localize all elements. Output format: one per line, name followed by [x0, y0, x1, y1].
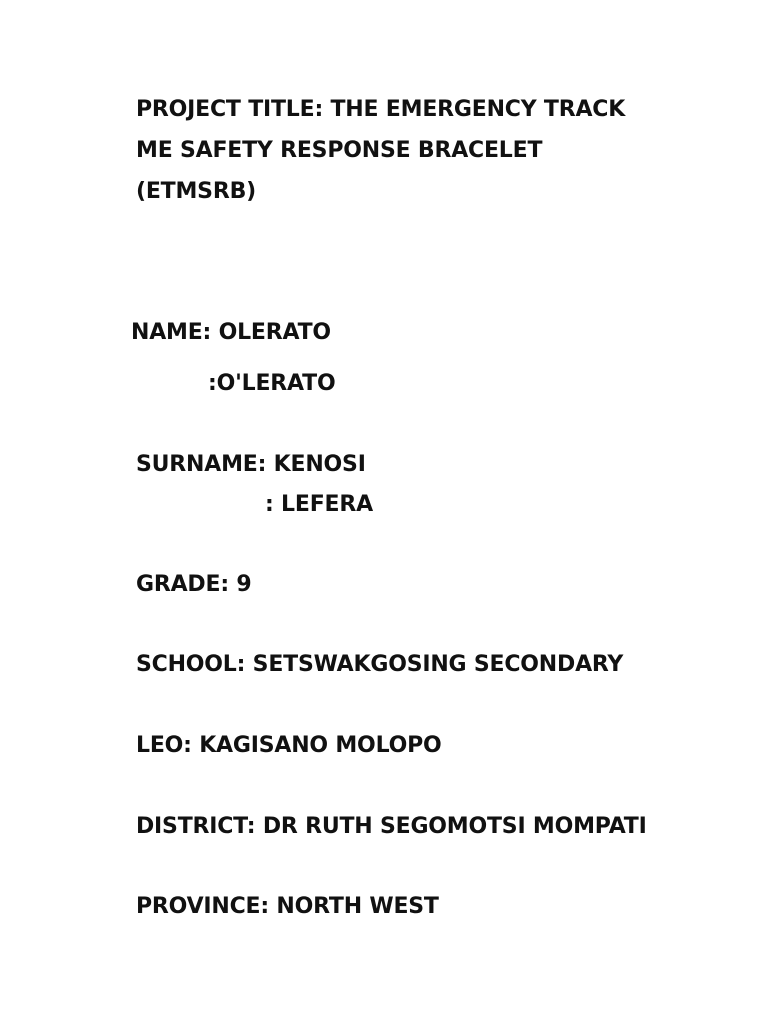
name-field-second: :O'LERATO — [208, 371, 336, 396]
leo-field: LEO: KAGISANO MOLOPO — [136, 733, 442, 758]
project-title-line-2: ME SAFETY RESPONSE BRACELET — [136, 138, 543, 163]
grade-field: GRADE: 9 — [136, 572, 252, 597]
project-title-line-3: (ETMSRB) — [136, 179, 256, 204]
province-field: PROVINCE: NORTH WEST — [136, 894, 439, 919]
surname-field: SURNAME: KENOSI — [136, 452, 366, 477]
surname-field-second: : LEFERA — [265, 492, 373, 517]
district-field: DISTRICT: DR RUTH SEGOMOTSI MOMPATI — [136, 814, 647, 839]
project-title-line-1: PROJECT TITLE: THE EMERGENCY TRACK — [136, 97, 626, 122]
name-field: NAME: OLERATO — [131, 320, 331, 345]
school-field: SCHOOL: SETSWAKGOSING SECONDARY — [136, 652, 624, 677]
